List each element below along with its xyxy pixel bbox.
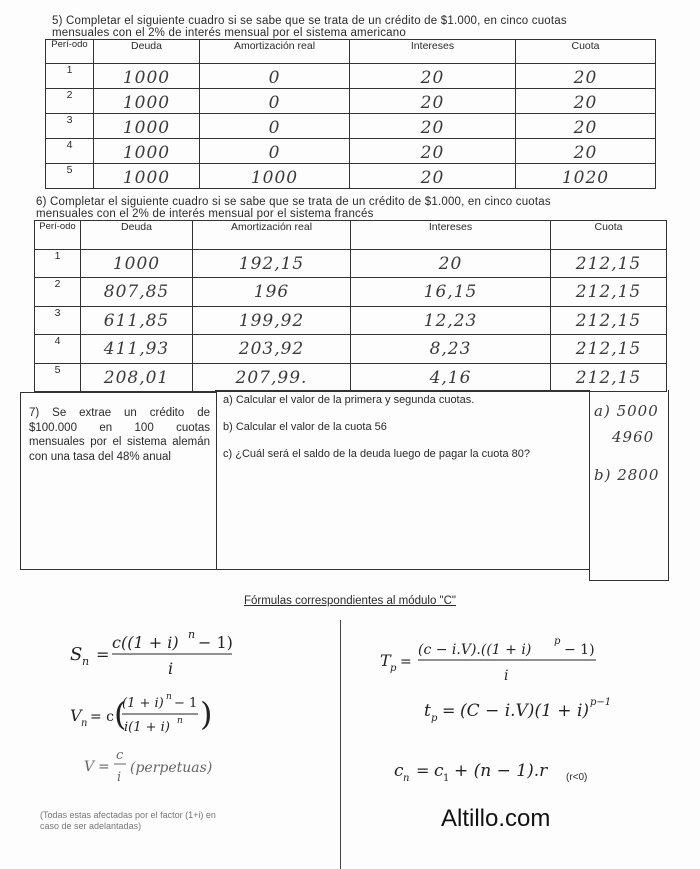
q5-header-intereses: Intereses (350, 40, 516, 64)
periodo-cell: 5 (46, 164, 94, 189)
svg-text:(: ( (114, 695, 127, 733)
svg-text:): ) (200, 695, 213, 733)
q5-header-cuota: Cuota (516, 40, 656, 64)
amort-cell: 0 (268, 118, 281, 138)
table-row (35, 335, 667, 364)
deuda-cell: 807,85 (103, 282, 170, 302)
periodo-cell: 5 (35, 364, 81, 392)
q6-header-cuota: Cuota (551, 221, 667, 250)
amort-cell: 0 (268, 68, 281, 88)
formula-divider (340, 620, 341, 869)
q7-answer-a2: 4960 (612, 428, 655, 446)
periodo-cell: 3 (35, 307, 81, 335)
cuota-cell: 20 (573, 93, 598, 113)
svg-text:i: i (168, 659, 174, 678)
svg-text:+ (n − 1).r: + (n − 1).r (454, 761, 548, 781)
svg-text:n: n (166, 692, 172, 702)
table-row (35, 364, 667, 392)
amort-cell: 0 (268, 93, 281, 113)
q7-statement-box (20, 392, 217, 570)
q6-header-deuda: Deuda (81, 221, 193, 250)
table-row (35, 278, 667, 307)
deuda-cell: 208,01 (103, 368, 170, 388)
formulas-footnote: (Todas estas afectadas por el factor (1+i) en caso de ser adelantadas) (40, 810, 216, 831)
cuota-cell: 212,15 (575, 339, 642, 359)
deuda-cell: 1000 (122, 68, 171, 88)
cuota-cell: 20 (573, 143, 598, 163)
interes-cell: 8,23 (429, 339, 472, 359)
q7-question-c: c) ¿Cuál será el saldo de la deuda luego de pagar la cuota 80? (223, 448, 530, 460)
interes-cell: 20 (420, 93, 445, 113)
interes-cell: 4,16 (429, 368, 472, 388)
deuda-cell: 1000 (122, 93, 171, 113)
svg-text:(c − i.V).((1 + i): (c − i.V).((1 + i) (418, 642, 532, 658)
q6-header-periodo: Perí-odo (35, 221, 81, 250)
q7-answer-b: b) 2800 (594, 466, 660, 484)
amort-cell: 1000 (250, 168, 299, 188)
interes-cell: 20 (420, 168, 445, 188)
svg-text:p: p (431, 713, 438, 724)
periodo-cell: 2 (35, 278, 81, 307)
svg-text:p: p (554, 636, 561, 647)
table-row (46, 89, 656, 114)
svg-text:t: t (424, 701, 431, 721)
q7-answer-a: a) 5000 (594, 402, 659, 420)
cuota-cell: 212,15 (575, 254, 642, 274)
q6-header-amort: Amortización real (193, 221, 351, 250)
svg-text:n: n (403, 773, 410, 784)
q7-question-b: b) Calcular el valor de la cuota 56 (223, 421, 387, 433)
deuda-cell: 1000 (122, 143, 171, 163)
amort-cell: 207,99. (235, 368, 308, 388)
periodo-cell: 1 (46, 64, 94, 89)
svg-text:c: c (434, 761, 444, 781)
amort-cell: 0 (268, 143, 281, 163)
svg-text:i: i (117, 770, 122, 785)
svg-text:T: T (380, 651, 391, 670)
table-row (35, 250, 667, 278)
svg-text:p−1: p−1 (590, 697, 612, 708)
table-row (46, 164, 656, 189)
amort-cell: 196 (253, 282, 290, 302)
table-row (46, 139, 656, 164)
svg-text:c((1 + i): c((1 + i) (112, 633, 179, 652)
periodo-cell: 2 (46, 89, 94, 114)
q5-statement: 5) Completar el siguiente cuadro si se sabe que se trata de un crédito de $1.000, en cinco cuotas mensuales con el 2% de interés mensual por el sistema americano (52, 15, 567, 39)
formula-cn-note: (r<0) (566, 772, 588, 783)
svg-text:c: c (394, 761, 404, 781)
watermark-logo: Altillo.com (441, 805, 551, 832)
q7-questions-box (215, 390, 590, 570)
interes-cell: 20 (420, 118, 445, 138)
q7-statement: 7) Se extrae un crédito de $100.000 en 100 cuotas mensuales por el sistema alemán con una tasa del 48% anual (29, 407, 210, 463)
svg-text:=: = (96, 645, 110, 664)
q5-header-amort: Amortización real (200, 40, 350, 64)
interes-cell: 20 (420, 68, 445, 88)
svg-text:=: = (98, 759, 110, 775)
cuota-cell: 212,15 (575, 368, 642, 388)
svg-text:= c: = c (90, 709, 115, 725)
deuda-cell: 1000 (122, 168, 171, 188)
periodo-cell: 3 (46, 114, 94, 139)
svg-text:S: S (70, 644, 83, 665)
formula-perpetuas-label: (perpetuas) (130, 760, 213, 776)
svg-text:=: = (416, 761, 430, 780)
svg-text:(C − i.V)(1 + i): (C − i.V)(1 + i) (460, 701, 590, 721)
deuda-cell: 611,85 (103, 311, 170, 331)
deuda-cell: 1000 (112, 254, 161, 274)
svg-text:c: c (116, 748, 124, 763)
interes-cell: 20 (438, 254, 463, 274)
svg-text:n: n (177, 716, 183, 726)
table-row (46, 114, 656, 139)
table-row (46, 64, 656, 89)
svg-text:i(1 + i): i(1 + i) (124, 720, 170, 735)
formula-cn (390, 752, 570, 788)
formula-tp (370, 628, 610, 688)
formulas-title: Fórmulas correspondientes al módulo "C" (243, 595, 457, 607)
cuota-cell: 212,15 (575, 311, 642, 331)
svg-text:1: 1 (443, 773, 450, 784)
svg-text:− 1): − 1) (564, 642, 595, 658)
interes-cell: 16,15 (423, 282, 478, 302)
svg-text:− 1): − 1) (198, 633, 233, 652)
q6-statement: 6) Completar el siguiente cuadro si se sabe que se trata de un crédito de $1.000, en cinco cuotas mensuales con el 2% de interés mensual por el sistema francés (36, 196, 551, 220)
q5-header-row (46, 40, 656, 64)
svg-text:i: i (504, 668, 509, 684)
amort-cell: 203,92 (238, 339, 305, 359)
interes-cell: 20 (420, 143, 445, 163)
svg-text:V: V (70, 706, 82, 725)
formula-sn (60, 620, 240, 680)
q5-table (45, 39, 656, 189)
formula-vn (60, 685, 240, 745)
interes-cell: 12,23 (423, 311, 478, 331)
cuota-cell: 20 (573, 68, 598, 88)
cuota-cell: 1020 (561, 168, 610, 188)
q6-table (34, 220, 667, 392)
svg-text:n: n (81, 718, 88, 729)
svg-text:n: n (188, 628, 196, 641)
cuota-cell: 20 (573, 118, 598, 138)
q6-header-row (35, 221, 667, 250)
deuda-cell: 1000 (122, 118, 171, 138)
q5-header-periodo: Perí-odo (46, 40, 94, 64)
deuda-cell: 411,93 (103, 339, 170, 359)
svg-text:− 1: − 1 (174, 696, 198, 711)
amort-cell: 192,15 (238, 254, 305, 274)
svg-text:=: = (442, 701, 456, 720)
svg-text:p: p (390, 663, 397, 674)
svg-text:=: = (400, 654, 412, 670)
q7-answers-box (589, 390, 669, 581)
svg-text:(1 + i): (1 + i) (122, 696, 164, 711)
periodo-cell: 4 (46, 139, 94, 164)
table-row (35, 307, 667, 335)
amort-cell: 199,92 (238, 311, 305, 331)
cuota-cell: 212,15 (575, 282, 642, 302)
formula-tp-lower (420, 692, 630, 728)
periodo-cell: 4 (35, 335, 81, 364)
q7-question-a: a) Calcular el valor de la primera y segunda cuotas. (223, 394, 475, 406)
svg-text:n: n (82, 655, 90, 668)
svg-text:V: V (84, 759, 95, 775)
q6-header-intereses: Intereses (351, 221, 551, 250)
q5-header-deuda: Deuda (94, 40, 200, 64)
periodo-cell: 1 (35, 250, 81, 278)
